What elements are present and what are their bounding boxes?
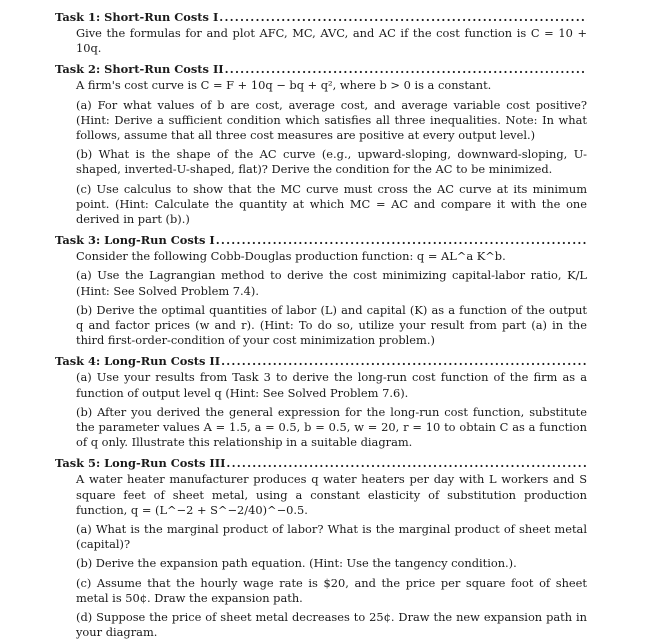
task-2 <box>55 62 587 227</box>
task-title: Task 3: Long-Run Costs I <box>55 233 215 248</box>
task-title: Task 5: Long-Run Costs III <box>55 456 226 471</box>
question-part-c: (c) Assume that the hourly wage rate is $20, and the price per square foot of sheet metal is 50¢. Draw the expansion path. <box>76 575 587 605</box>
task-intro: A water heater manufacturer produces q water heaters per day with L workers and S square feet of sheet metal, using a constant elasticity of substitution production function, q = (L^−2 + S^−2/40)^−0.5. <box>76 472 587 517</box>
assignment-document <box>55 10 587 641</box>
question-part-b: (b) Derive the optimal quantities of labor (L) and capital (K) as a function of the output q and factor prices (w and r). (Hint: To do so, utilize your result from part (a) in the third first-order-condition of your cost minimization problem.) <box>76 302 587 348</box>
leader-dots <box>220 354 587 369</box>
question-part-a: (a) Use your results from Task 3 to derive the long-run cost function of the firm as a function of output level q (Hint: See Solved Problem 7.6). <box>76 370 587 400</box>
task-title: Task 4: Long-Run Costs II <box>55 354 221 369</box>
leader-dots <box>225 456 587 471</box>
task-4 <box>55 354 587 450</box>
task-1 <box>55 10 587 56</box>
task-title: Task 1: Short-Run Costs I <box>55 10 219 24</box>
task-heading <box>55 62 587 78</box>
question-part-b: (b) What is the shape of the AC curve (e.g., upward-sloping, downward-sloping, U-shaped, inverted-U-shaped, flat)? Derive the condition for the AC to be minimized. <box>76 147 587 177</box>
task-intro: A firm's cost curve is C = F + 10q − bq + q², where b > 0 is a constant. <box>76 78 492 93</box>
question-part-d: (d) Suppose the price of sheet metal decreases to 25¢. Draw the new expansion path in your diagram. <box>76 610 587 640</box>
task-3 <box>55 233 587 348</box>
leader-dots <box>218 10 587 25</box>
task-intro: Give the formulas for and plot AFC, MC, AVC, and AC if the cost function is C = 10 + 10q. <box>76 26 587 56</box>
question-part-a: (a) For what values of b are cost, average cost, and average variable cost positive? (Hint: Derive a sufficient condition which satisfies all three inequalities. Note: In what follows, assume that all three cost measures are positive at every output level.) <box>76 97 587 143</box>
question-part-a: (a) What is the marginal product of labor? What is the marginal product of sheet metal (capital)? <box>76 522 587 552</box>
question-part-a: (a) Use the Lagrangian method to derive the cost minimizing capital-labor ratio, K/L (Hint: See Solved Problem 7.4). <box>76 268 587 298</box>
question-part-b: (b) After you derived the general expression for the long-run cost function, substitute the parameter values A = 1.5, a = 0.5, b = 0.5, w = 20, r = 10 to obtain C as a function of q only. Illustrate this relationship in a suitable diagram. <box>76 404 587 450</box>
task-heading <box>55 233 587 249</box>
task-heading <box>55 10 587 26</box>
question-part-b: (b) Derive the expansion path equation. (Hint: Use the tangency condition.). <box>76 556 517 571</box>
leader-dots <box>215 233 587 248</box>
task-5 <box>55 456 587 640</box>
task-title: Task 2: Short-Run Costs II <box>55 62 224 77</box>
question-part-c: (c) Use calculus to show that the MC curve must cross the AC curve at its minimum point. (Hint: Calculate the quantity at which MC = AC and compare it with the one derived in part (b).) <box>76 181 587 227</box>
leader-dots <box>224 62 587 77</box>
task-intro: Consider the following Cobb-Douglas production function: q = AL^a K^b. <box>76 249 506 264</box>
task-heading <box>55 456 587 472</box>
task-heading <box>55 354 587 370</box>
